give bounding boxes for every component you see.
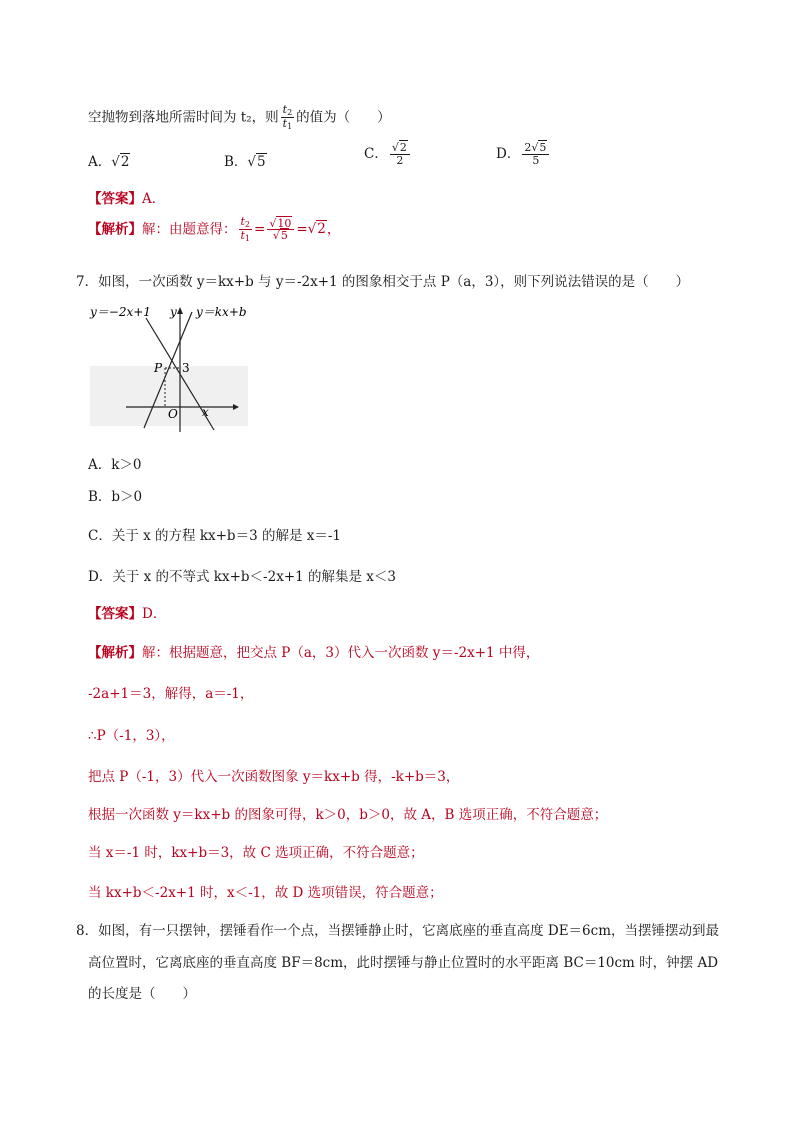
q7-analysis-line-2: -2a+1＝3，解得，a＝-1， [88, 686, 254, 702]
q6-option-a: A．√2 [88, 154, 130, 170]
q6-analysis: 【解析】解：由题意得： $\frac{t_2}{t_1}$ = $\frac{√10}{√5}$ =√2， [88, 215, 341, 244]
q7-analysis-line-7: 当 kx+b＜-2x+1 时，x＜-1，故 D 选项错误，符合题意； [88, 885, 443, 901]
q7-analysis-line-3: ∴P（-1，3）， [88, 728, 175, 744]
q8-line-1: 8．如图，有一只摆钟，摆锤看作一个点，当摆锤静止时，它离底座的垂直高度 DE＝6cm，当摆锤摆动到最 [76, 923, 720, 939]
q6-answer [88, 187, 165, 207]
q7-option-d: D．关于 x 的不等式 kx+b＜-2x+1 的解集是 x＜3 [88, 569, 397, 585]
q6-stem-tail: 的值为（ ） [296, 109, 391, 126]
q6-option-b: B．√5 [224, 154, 266, 170]
q8-line-2: 高位置时，它离底座的垂直高度 BF＝8cm，此时摆锤与静止位置时的水平距离 BC＝10cm 时，钟摆 AD [88, 955, 719, 971]
label-p: P [154, 361, 163, 375]
answer-text: A． [142, 191, 166, 207]
q8-line-3: 的长度是（ ） [88, 986, 196, 1002]
q6-stem-fraction: $\frac{t_2}{t_1}$ [282, 103, 293, 132]
label-y: y [170, 305, 177, 319]
q7-analysis-line-1: 【解析】解：根据题意，把交点 P（a，3）代入一次函数 y＝-2x+1 中得， [88, 645, 540, 661]
q7-option-c: C．关于 x 的方程 kx+b＝3 的解是 x＝-1 [88, 528, 341, 544]
q7-stem: 7．如图，一次函数 y＝kx+b 与 y＝-2x+1 的图象相交于点 P（a，3），则下列说法错误的是（ ） [76, 274, 690, 290]
answer-tag: 【答案】 [88, 606, 142, 622]
analysis-tag: 【解析】 [88, 645, 142, 661]
q7-analysis-line-6: 当 x＝-1 时，kx+b＝3，故 C 选项正确，不符合题意； [88, 845, 424, 861]
analysis-tag: 【解析】 [88, 221, 142, 238]
q7-analysis-line-5: 根据一次函数 y＝kx+b 的图象可得，k＞0，b＞0，故 A，B 选项正确，不符合题意； [88, 807, 608, 823]
label-line2: y＝kx+b [196, 305, 247, 319]
label-3: 3 [182, 361, 190, 375]
label-line1: y＝−2x+1 [90, 305, 151, 319]
q6-stem-text: 空抛物到落地所需时间为 t₂，则 [88, 109, 279, 126]
q6-stem [88, 104, 391, 132]
label-o: O [168, 407, 178, 421]
q7-answer [88, 602, 166, 622]
q7-option-b: B．b＞0 [88, 489, 143, 505]
q7-figure [88, 302, 253, 434]
q6-option-d: D． $\frac{2√5}{5}$ [496, 142, 551, 167]
answer-tag: 【答案】 [88, 191, 142, 207]
answer-text: D． [142, 606, 167, 622]
q6-option-c: C． $\frac{√2}{2}$ [364, 142, 412, 167]
label-x: x [202, 405, 209, 419]
q7-analysis-line-4: 把点 P（-1，3）代入一次函数图象 y＝kx+b 得，-k+b＝3， [88, 769, 460, 785]
q7-option-a: A．k＞0 [88, 457, 142, 473]
y-axis-arrow [177, 307, 183, 314]
